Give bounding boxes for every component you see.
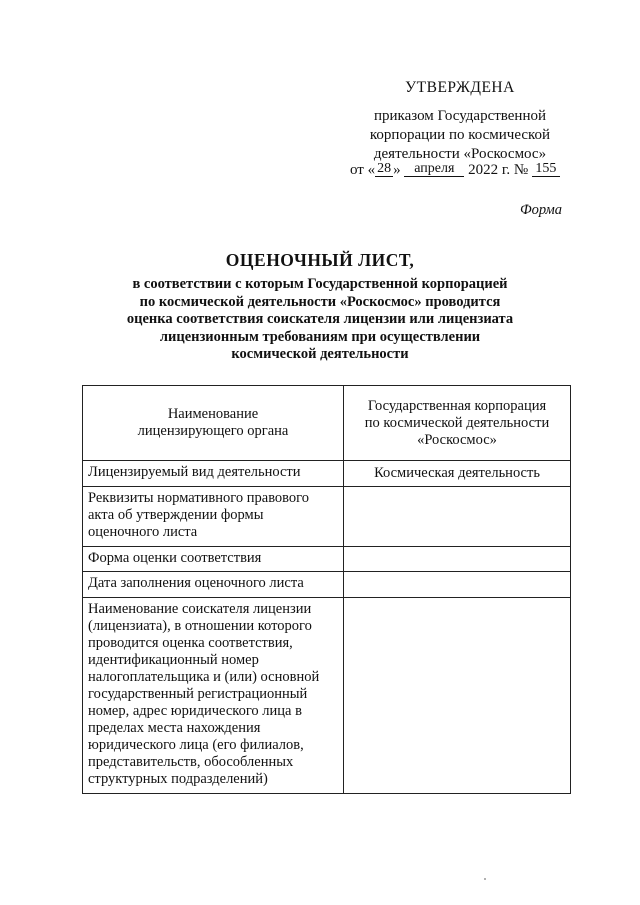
cell-line: идентификационный номер <box>88 652 259 668</box>
order-prefix: от « <box>350 162 376 178</box>
cell-line: оценочного листа <box>88 524 198 540</box>
table-row <box>83 547 571 572</box>
cell-line: налогоплательщика и (или) основной <box>88 669 320 685</box>
table-cell <box>83 386 344 461</box>
cell-line: представительств, обособленных <box>88 754 294 770</box>
table-row <box>83 461 571 487</box>
cell-line: (лицензиата), в отношении которого <box>88 618 312 634</box>
subtitle-line: космической деятельности <box>231 346 409 362</box>
cell-line: Наименование <box>167 406 259 422</box>
order-number: 155 <box>532 162 560 177</box>
table-cell-empty[interactable] <box>344 487 571 547</box>
order-year: 2022 г. № <box>468 162 529 178</box>
table-cell-empty[interactable] <box>344 598 571 794</box>
document-subtitle <box>90 276 550 364</box>
assessment-table <box>82 385 571 794</box>
cell-line: Наименование соискателя лицензии <box>88 601 312 617</box>
approval-line: корпорации по космической <box>369 127 551 143</box>
cell-line: юридического лица (его филиалов, <box>88 737 304 753</box>
approval-line: деятельности «Роскосмос» <box>373 146 547 162</box>
cell-line: проводится оценка соответствия, <box>88 635 293 651</box>
table-cell: Дата заполнения оценочного листа <box>83 572 344 598</box>
form-label: Форма <box>520 202 562 218</box>
subtitle-line: в соответствии с которым Государственной корпорацией <box>132 276 508 292</box>
cell-line: «Роскосмос» <box>417 431 497 448</box>
subtitle-line: оценка соответствия соискателя лицензии или лицензиата <box>126 311 514 327</box>
cell-line: государственный регистрационный <box>88 686 308 702</box>
document-title: ОЦЕНОЧНЫЙ ЛИСТ, <box>225 250 415 270</box>
table-row <box>83 386 571 461</box>
order-day: 28 <box>377 161 392 176</box>
subtitle-line: по космической деятельности «Роскосмос» проводится <box>139 293 501 310</box>
approval-block <box>345 78 575 164</box>
table-cell: Форма оценки соответствия <box>83 547 344 572</box>
order-date-line <box>350 162 560 179</box>
cell-line: структурных подразделений) <box>88 771 268 787</box>
approval-heading: УТВЕРЖДЕНА <box>405 79 515 96</box>
subtitle-line: лицензионным требованиям при осуществлении <box>159 328 481 345</box>
table-cell <box>83 487 344 547</box>
scan-artifact <box>484 878 486 880</box>
table-cell-empty[interactable] <box>344 547 571 572</box>
order-day-close: » <box>393 162 401 178</box>
approval-line: приказом Государственной <box>373 108 547 124</box>
table-cell: Лицензируемый вид деятельности <box>83 461 344 487</box>
cell-line: акта об утверждении формы <box>88 507 264 523</box>
table-row <box>83 487 571 547</box>
table-row <box>83 598 571 794</box>
cell-line: номер, адрес юридического лица в <box>88 703 302 719</box>
table-cell <box>83 598 344 794</box>
table-cell-empty[interactable] <box>344 572 571 598</box>
cell-line: лицензирующего органа <box>137 423 289 439</box>
table-cell: Космическая деятельность <box>344 461 571 487</box>
table-cell <box>344 386 571 461</box>
cell-line: пределах места нахождения <box>88 720 261 736</box>
order-month: апреля <box>404 162 464 177</box>
cell-line: Реквизиты нормативного правового <box>88 490 310 506</box>
cell-line: Государственная корпорация <box>367 397 547 414</box>
cell-line: по космической деятельности <box>364 414 550 431</box>
table-row <box>83 572 571 598</box>
